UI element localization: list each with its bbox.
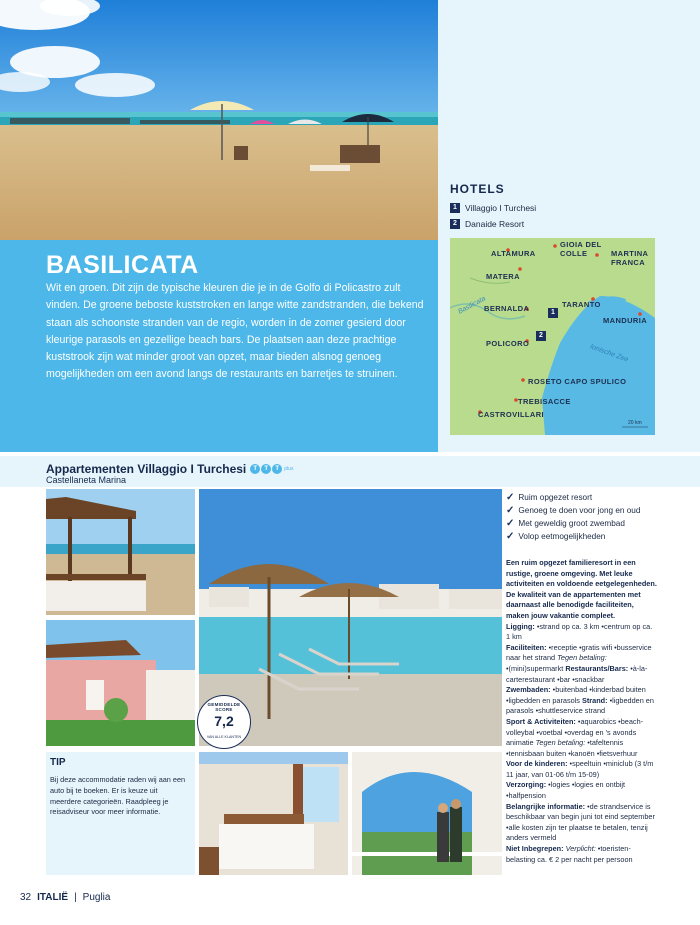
faciliteiten-label: Faciliteiten: [506, 642, 547, 652]
map-marker-1[interactable]: 1 [548, 308, 558, 318]
kinderen-text: •speeltuin •miniclub (3 t/m 11 jaar, van 01-06 t/m 15-09) [506, 759, 654, 779]
hotel-list-item[interactable] [450, 219, 524, 229]
rating-badge [197, 695, 251, 749]
verplicht-label: Verplicht: [565, 844, 596, 854]
hotel-number-badge: 1 [450, 203, 460, 213]
faciliteiten-text-2: •(mini)supermarkt [506, 663, 564, 673]
hotels-heading: HOTELS [450, 182, 505, 196]
feature-check-item [506, 531, 605, 542]
strand-text: •ligbedden en parasols •shuttleservice strand [506, 695, 654, 716]
kinderen-label: Voor de kinderen: [506, 759, 568, 769]
checkmark-icon: ✓ [506, 505, 515, 516]
details-lead: Een ruim opgezet familieresort in een rustige, groene omgeving. Met leuke activiteiten en voldoende eetgelegenheden. De kwaliteit van de appartementen met daarnaast alle benodigde faciliteiten, maken jouw vakantie compleet. [506, 558, 657, 620]
ligging-label: Ligging: [506, 621, 535, 631]
rating-value: 7,2 [214, 713, 234, 729]
bedroom-photo [199, 752, 348, 875]
map-marker-2[interactable]: 2 [536, 331, 546, 341]
map-label: TREBISACCE [518, 397, 571, 406]
map-label: BERNALDA [484, 304, 530, 313]
feature-text: Genoeg te doen voor jong en oud [518, 506, 641, 515]
rating-symbols [250, 464, 293, 474]
accommodation-title [46, 462, 293, 476]
tip-title: TIP [50, 757, 66, 768]
map-label: MARTINA FRANCA [611, 249, 649, 267]
footer-separator: | [74, 892, 77, 903]
feature-text: Met geweldig groot zwembad [518, 519, 625, 528]
map-label: MATERA [486, 272, 520, 281]
tip-text: Bij deze accommodatie raden wij aan een auto bij te boeken. Er is keuze uit meerdere categorieën. Raadpleeg je reisadviseur voor meer informatie. [50, 775, 186, 817]
rating-badge-bottom-text: VAN ALLE KLANTEN [206, 735, 242, 739]
zwembaden-label: Zwembaden: [506, 685, 551, 695]
feature-text: Ruim opgezet resort [518, 493, 593, 502]
faciliteiten-text: •receptie •gratis wifi •busservice naar het strand [506, 642, 652, 663]
restaurants-label: Restaurants/Bars: [565, 663, 629, 673]
tegen-betaling-label: Tegen betaling: [557, 653, 607, 663]
rating-symbol: T [272, 464, 282, 474]
map-scale-label: 20 km [628, 420, 642, 426]
feature-text: Volop eetmogelijkheden [518, 532, 606, 541]
page-footer [20, 892, 110, 903]
footer-country: ITALIË [37, 892, 69, 903]
hotel-name: Danaide Resort [465, 219, 525, 229]
rating-symbol: T [250, 464, 260, 474]
belangrijk-text: •de strandservice is beschikbaar van begin juni tot eind september •alle kosten zijn ter plaatse te betalen, tenzij anders vermeld [506, 801, 655, 843]
map-label: POLICORO [486, 339, 530, 348]
sport-label: Sport & Activiteiten: [506, 716, 576, 726]
villa-photo [46, 620, 195, 746]
rating-badge-top-text: GEMIDDELDE SCORE [207, 702, 241, 712]
hotel-name: Villaggio I Turchesi [465, 203, 537, 213]
region-title: BASILICATA [46, 251, 199, 279]
feature-check-item [506, 492, 592, 503]
checkmark-icon: ✓ [506, 531, 515, 542]
niet-inbegrepen-text: •toeristen-belasting ca. € 2 per nacht per persoon [506, 844, 633, 864]
sport-betaling-label: Tegen betaling: [535, 738, 586, 748]
accommodation-details [506, 558, 658, 865]
map-label: MANDURIA [603, 316, 648, 325]
hotel-number-badge: 2 [450, 219, 460, 229]
strand-label: Strand: [582, 695, 608, 705]
map-sea-label: Ionische Zee [589, 343, 630, 364]
zwembaden-text: •buitenbad •kinderbad buiten •ligbedden en parasols [506, 685, 646, 705]
rating-suffix: plus [284, 466, 294, 472]
region-map [450, 238, 655, 435]
terrace-photo [352, 752, 502, 875]
map-label: GIOIA DEL COLLE [560, 240, 602, 258]
hotel-list-item[interactable] [450, 203, 536, 213]
map-label: ALTAMURA [491, 249, 536, 258]
map-river-label: Basilicata [457, 295, 487, 316]
beach-hero-photo [0, 0, 438, 240]
pergola-photo [46, 489, 195, 615]
accommodation-location: Castellaneta Marina [46, 475, 127, 485]
restaurants-text: •à-la-carterestaurant •bar •snackbar [506, 663, 648, 684]
map-label: ROSETO CAPO SPULICO [528, 377, 627, 386]
checkmark-icon: ✓ [506, 492, 515, 503]
footer-region: Puglia [82, 892, 111, 903]
feature-check-item [506, 505, 640, 516]
verzorging-label: Verzorging: [506, 780, 547, 790]
accommodation-name: Appartementen Villaggio I Turchesi [46, 462, 247, 476]
sport-text: •aquarobics •beach-volleybal •voetbal •overdag en 's avonds animatie [506, 716, 644, 748]
ligging-text: •strand op ca. 3 km •centrum op ca. 1 km [506, 621, 653, 642]
rating-symbol: T [261, 464, 271, 474]
map-label: TARANTO [562, 300, 601, 309]
niet-inbegrepen-label: Niet Inbegrepen: [506, 844, 564, 854]
checkmark-icon: ✓ [506, 518, 515, 529]
sport-text-2: •tafeltennis •tennisbaan buiten •kanoën •fietsverhuur [506, 738, 638, 758]
feature-check-item [506, 518, 625, 529]
verzorging-text: •logies •logies en ontbijt •halfpension [506, 780, 626, 801]
page-number: 32 [20, 892, 32, 903]
belangrijk-label: Belangrijke informatie: [506, 801, 586, 811]
map-label: CASTROVILLARI [478, 410, 545, 419]
intro-paragraph: Wit en groen. Dit zijn de typische kleuren die je in de Golfo di Policastro zult vinden. De groene beboste kuststroken en lange witte zandstranden, die bekend staan als schoonste stranden van de regio, worden in de zomer gesierd door kleurige parasols en gezellige beach bars. De plaatsen aan deze prachtige kuststrook zijn wat minder groot van opzet, maar bieden alsnog genoeg mogelijkheden om een avond langs de restaurants en barretjes te struinen. [46, 282, 424, 381]
